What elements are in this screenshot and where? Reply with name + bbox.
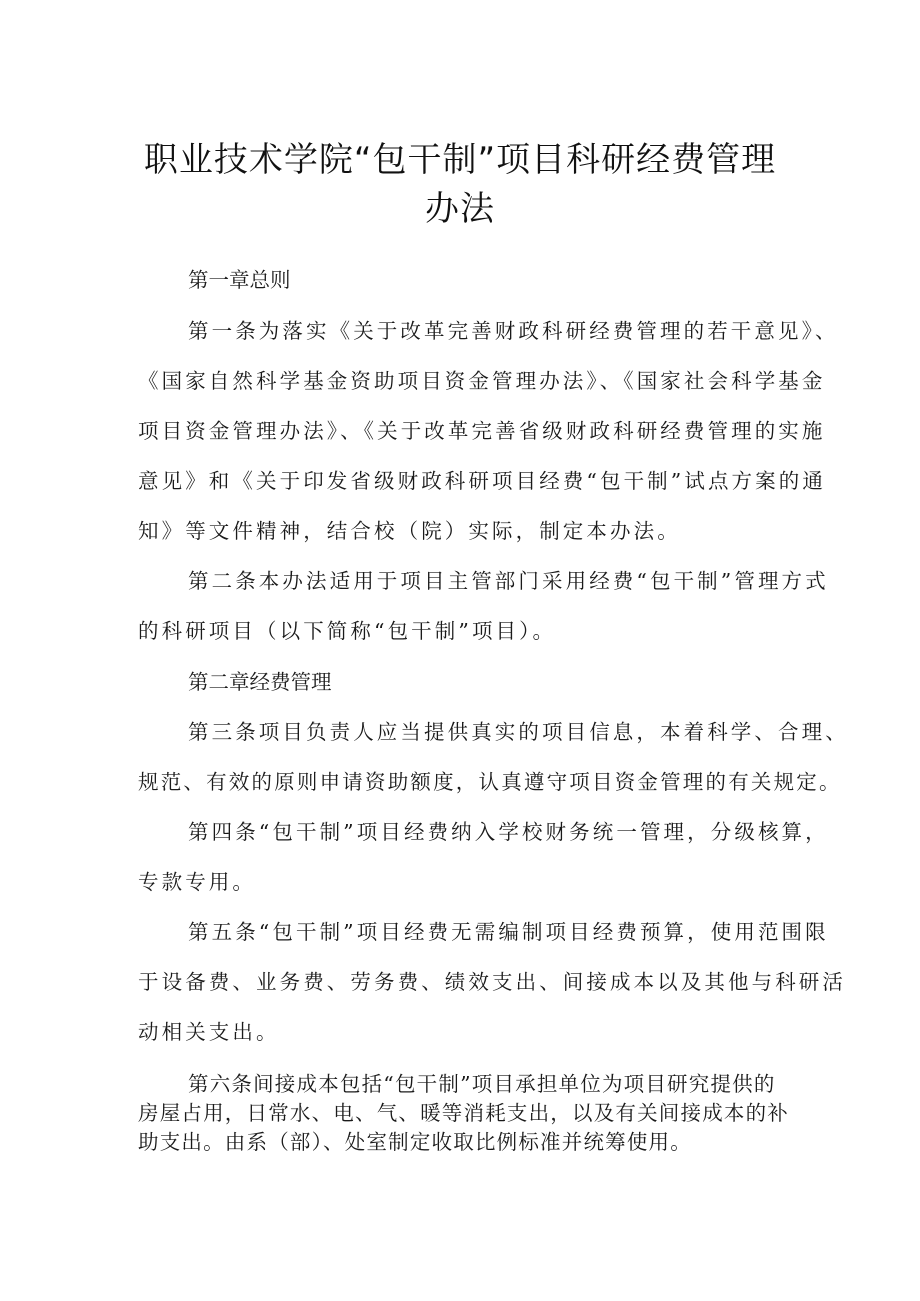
chapter-heading: 第一章总则: [188, 268, 291, 292]
paragraph-line: 第六条间接成本包括“包干制”项目承担单位为项目研究提供的: [188, 1072, 776, 1096]
paragraph-line: 第三条项目负责人应当提供真实的项目信息，本着科学、合理、: [188, 720, 849, 744]
paragraph-line: 于设备费、业务费、劳务费、绩效支出、间接成本以及其他与科研活: [138, 970, 846, 994]
paragraph-line: 第四条“包干制”项目经费纳入学校财务统一管理，分级核算，: [188, 820, 829, 844]
paragraph-line: 房屋占用，日常水、电、气、暖等消耗支出，以及有关间接成本的补: [138, 1101, 789, 1125]
paragraph-line: 的科研项目（以下简称“包干制”项目）。: [138, 619, 557, 643]
paragraph-line: 意见》和《关于印发省级财政科研项目经费“包干制”试点方案的通: [138, 469, 826, 493]
paragraph-line: 动相关支出。: [138, 1020, 280, 1044]
paragraph-line: 第二条本办法适用于项目主管部门采用经费“包干制”管理方式: [188, 569, 829, 593]
chapter-heading: 第二章经费管理: [188, 670, 332, 694]
paragraph-line: 规范、有效的原则申请资助额度，认真遵守项目资金管理的有关规定。: [138, 770, 842, 794]
paragraph-line: 知》等文件精神，结合校（院）实际，制定本办法。: [138, 519, 681, 543]
paragraph-line: 第一条为落实《关于改革完善财政科研经费管理的若干意见》、: [188, 319, 839, 343]
document-title-line-2: 办法: [425, 189, 495, 229]
paragraph-line: 助支出。由系（部）、处室制定收取比例标准并统筹使用。: [138, 1130, 692, 1154]
paragraph-line: 《国家自然科学基金资助项目资金管理办法》、《国家社会科学基金: [138, 369, 826, 393]
paragraph-line: 专款专用。: [138, 870, 256, 894]
paragraph-line: 项目资金管理办法》、《关于改革完善省级财政科研经费管理的实施: [138, 419, 826, 443]
paragraph-line: 第五条“包干制”项目经费无需编制项目经费预算，使用范围限: [188, 920, 829, 944]
document-title-line-1: 职业技术学院“包干制”项目科研经费管理: [143, 140, 777, 180]
